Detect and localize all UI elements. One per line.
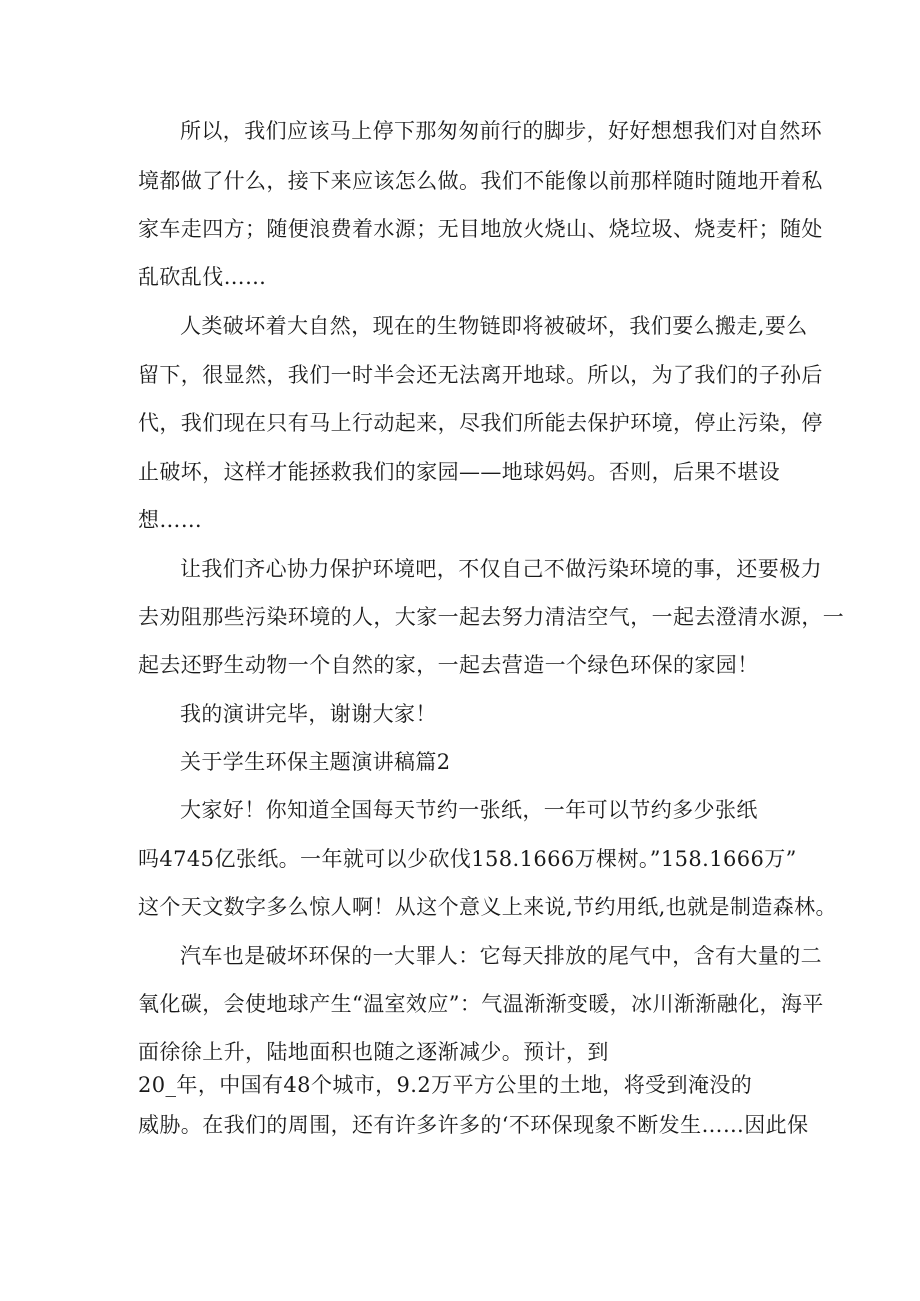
paragraph-line: 乱砍乱伐…… <box>138 265 267 289</box>
paragraph-line: 大家好！你知道全国每天节约一张纸，一年可以节约多少张纸 <box>180 798 758 822</box>
paragraph-line: 这个天文数字多么惊人啊！从这个意义上来说,节约用纸,也就是制造森林。 <box>138 895 837 919</box>
paragraph-line: 所以，我们应该马上停下那匆匆前行的脚步，好好想想我们对自然环 <box>180 119 822 143</box>
paragraph-line: 威胁。在我们的周围，还有许多许多的‘不环保现象不断发生……因此保 <box>138 1113 809 1137</box>
paragraph-line: 止破坏，这样才能拯救我们的家园——地球妈妈。否则，后果不堪设 <box>138 460 780 484</box>
section-heading: 关于学生环保主题演讲稿篇2 <box>180 750 451 774</box>
paragraph-line: 想…… <box>138 508 203 532</box>
paragraph-line: 境都做了什么，接下来应该怎么做。我们不能像以前那样随时随地开着私 <box>138 169 823 193</box>
paragraph-line: 家车走四方；随便浪费着水源；无目地放火烧山、烧垃圾、烧麦杆；随处 <box>138 217 823 241</box>
paragraph-line: 汽车也是破坏环保的一大罪人：它每天排放的尾气中，含有大量的二 <box>180 944 822 968</box>
paragraph-line: 氧化碳，会使地球产生“温室效应”：气温渐渐变暖，冰川渐渐融化，海平 <box>138 992 824 1016</box>
paragraph-line: 去劝阻那些污染环境的人，大家一起去努力清洁空气，一起去澄清水源，一 <box>138 605 845 629</box>
paragraph-line: 面徐徐上升，陆地面积也随之逐渐减少。预计，到 <box>138 1040 609 1064</box>
paragraph-line: 起去还野生动物一个自然的家，一起去营造一个绿色环保的家园！ <box>138 653 759 677</box>
paragraph-line: 人类破坏着大自然，现在的生物链即将被破坏，我们要么搬走,要么 <box>180 314 808 338</box>
paragraph-line: 留下，很显然，我们一时半会还无法离开地球。所以，为了我们的子孙后 <box>138 363 823 387</box>
paragraph-line: 代，我们现在只有马上行动起来，尽我们所能去保护环境，停止污染，停 <box>138 411 823 435</box>
paragraph-line: 20_年，中国有48个城市，9.2万平方公里的土地，将受到淹没的 <box>138 1073 753 1097</box>
closing-line: 我的演讲完毕，谢谢大家！ <box>180 702 437 726</box>
paragraph-line: 吗4745亿张纸。一年就可以少砍伐158.1666万棵树。”158.1666万” <box>138 847 797 871</box>
paragraph-line: 让我们齐心协力保护环境吧，不仅自己不做污染环境的事，还要极力 <box>180 557 822 581</box>
